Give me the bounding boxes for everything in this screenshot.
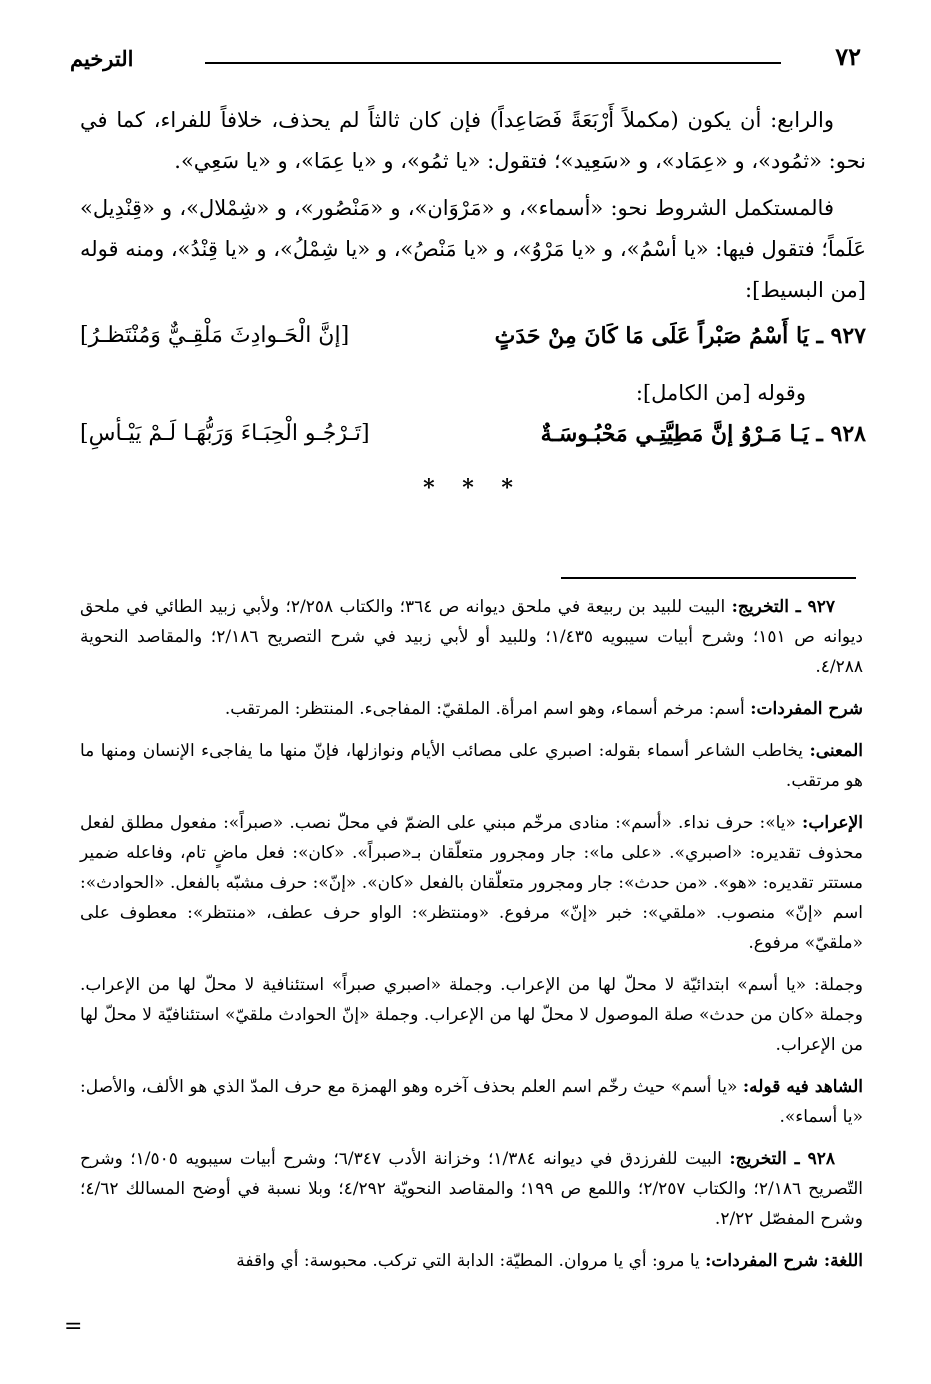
paragraph: والرابع: أن يكون (مكملاً أَرْبَعَةً فَصَاعِداً) فإن كان ثالثاً لم يحذف، خلافاً للفراء، كما في نحو: «ثمُود»، و «عِمَاد»، و «سَعِيد»؛ فتقول: «يا ثمُو»، و «يا عِمَا»، و «يا سَعِي». (80, 108, 866, 173)
footnote-rule (561, 577, 856, 579)
note-label: اللغة: شرح المفردات: (705, 1251, 863, 1271)
footnote-vocab-927 (80, 694, 863, 724)
main-text (80, 100, 866, 513)
paragraph: فالمستكمل الشروط نحو: «أسماء»، و «مَرْوَان»، و «مَنْصُور»، و «شِمْلال»، و «قِنْدِيل» عَلَماً؛ فتقول فيها: «يا أسْمُ»، و «يا مَرْوُ»، و «يا مَنْصُ»، و «يا شِمْلُ»، و «يا قِنْدُ»، ومنه قوله [من البسيط]: (80, 196, 866, 302)
note-text: البيت للفرزدق في ديوانه ١/٣٨٤؛ وخزانة الأدب ٦/٣٤٧؛ وشرح أبيات سيبويه ١/٥٠٥؛ وشرح التّصريح ٢/١٨٦؛ والكتاب ٢/٢٥٧؛ واللمع ص ١٩٩؛ والمقاصد النحويّة ٤/٢٩٢؛ وبلا نسبة في أوضح المسالك ٤/٦٢؛ وشرح المفصّل ٢/٢٢. (80, 1149, 864, 1229)
note-label: الإعراب: (802, 813, 863, 833)
page-number: ٧٢ (835, 42, 861, 71)
verse-second-hemistich: [تَـرْجُـو الْحِبَـاءَ وَرَبُّهَـا لَـمْ يَيْـأسِ] (80, 421, 370, 446)
verse-927 (80, 317, 866, 371)
note-text: يا مرو: أي يا مروان. المطيّة: الدابة التي تركب. محبوسة: أي واقفة (236, 1251, 706, 1271)
header-rule (205, 62, 781, 64)
note-text: وجملة: «يا أسم» ابتدائيّة لا محلّ لها من الإعراب. وجملة «اصبري صبراً» استئنافية لا محلّ لها من الإعراب. وجملة «كان من حدث» صلة الموصول لا محلّ لها من الإعراب. وجملة «إنّ الحوادث ملقيّ» استئنافيّة لا محلّ لها من الإعراب. (80, 975, 863, 1055)
footnote-irab-927 (80, 808, 863, 958)
footnote-takhrij-928 (80, 1144, 863, 1234)
footnote-shahid-927 (80, 1072, 863, 1132)
verse-source-label: وقوله [من الكامل]: (635, 381, 806, 405)
note-label: المعنى: (809, 741, 863, 761)
verse-second-hemistich: [إنَّ الْحَـوادِثَ مَلْقِـيٌّ وَمُنْتَظـرُ] (80, 323, 350, 348)
note-text: «يا»: حرف نداء. «أسم»: منادى مرخّم مبني على الضمّ في محلّ نصب. «صبراً»: مفعول مطلق لفعل محذوف تقديره: «اصبري». «على ما»: جار ومجرور متعلّقان بـ«صبراً». «كان»: فعل ماضٍ تام، وفاعله ضمير مستتر تقديره: «هو». «من حدث»: جار ومجرور متعلّقان بالفعل «كان». «إنّ»: حرف مشبّه بالفعل. «الحوادث»: اسم «إنّ» منصوب. «ملقي»: خبر «إنّ» مرفوع. «ومنتظر»: الواو حرف عطف، «منتظر»: معطوف على «ملقيّ» مرفوع. (80, 813, 863, 953)
continuation-mark: = (64, 1314, 83, 1339)
note-label: ٩٢٧ ـ التخريج: (731, 597, 835, 617)
footnote-sentences-927 (80, 970, 863, 1060)
note-text: «يا أسم» حيث رخّم اسم العلم بحذف آخره وهو الهمزة مع حرف المدّ الذي هو الألف، والأصل: «يا أسماء». (80, 1077, 863, 1127)
note-label: الشاهد فيه قوله: (742, 1077, 863, 1097)
note-text: البيت للبيد بن ربيعة في ملحق ديوانه ص ٣٦٤؛ والكتاب ٢/٢٥٨؛ ولأبي زبيد الطائي في ملحق ديوانه ص ١٥١؛ وشرح أبيات سيبويه ١/٤٣٥؛ وللبيد أو لأبي زبيد في شرح التصريح ٢/١٨٦؛ والمقاصد النحوية ٤/٢٨٨. (80, 597, 863, 677)
footnotes (80, 592, 863, 1288)
note-label: شرح المفردات: (750, 699, 863, 719)
footnote-takhrij-927 (80, 592, 863, 682)
note-text: يخاطب الشاعر أسماء بقوله: اصبري على مصائب الأيام ونوازلها، فإنّ منها ما يفاجىء الإنسان ومنها ما هو مرتقب. (80, 741, 863, 791)
note-text: أسم: مرخم أسماء، وهو اسم امرأة. الملقيّ: المفاجىء. المنتظر: المرتقب. (224, 699, 751, 719)
section-divider-stars: * * * (423, 475, 523, 501)
verse-928 (80, 415, 866, 469)
page-header (70, 42, 861, 82)
footnote-vocab-928 (80, 1246, 863, 1276)
verse-first-hemistich: ٩٢٨ ـ يَـا مَـرْوُ إنَّ مَطِيَّتِـي مَحْبُـوسَـةٌ (540, 421, 866, 447)
verse-first-hemistich: ٩٢٧ ـ يَا أَسْمُ صَبْراً عَلَى مَا كَانَ مِنْ حَدَثٍ (494, 323, 866, 349)
running-title: الترخيم (70, 46, 134, 71)
footnote-meaning-927 (80, 736, 863, 796)
note-label: ٩٢٨ ـ التخريج: (729, 1149, 835, 1169)
